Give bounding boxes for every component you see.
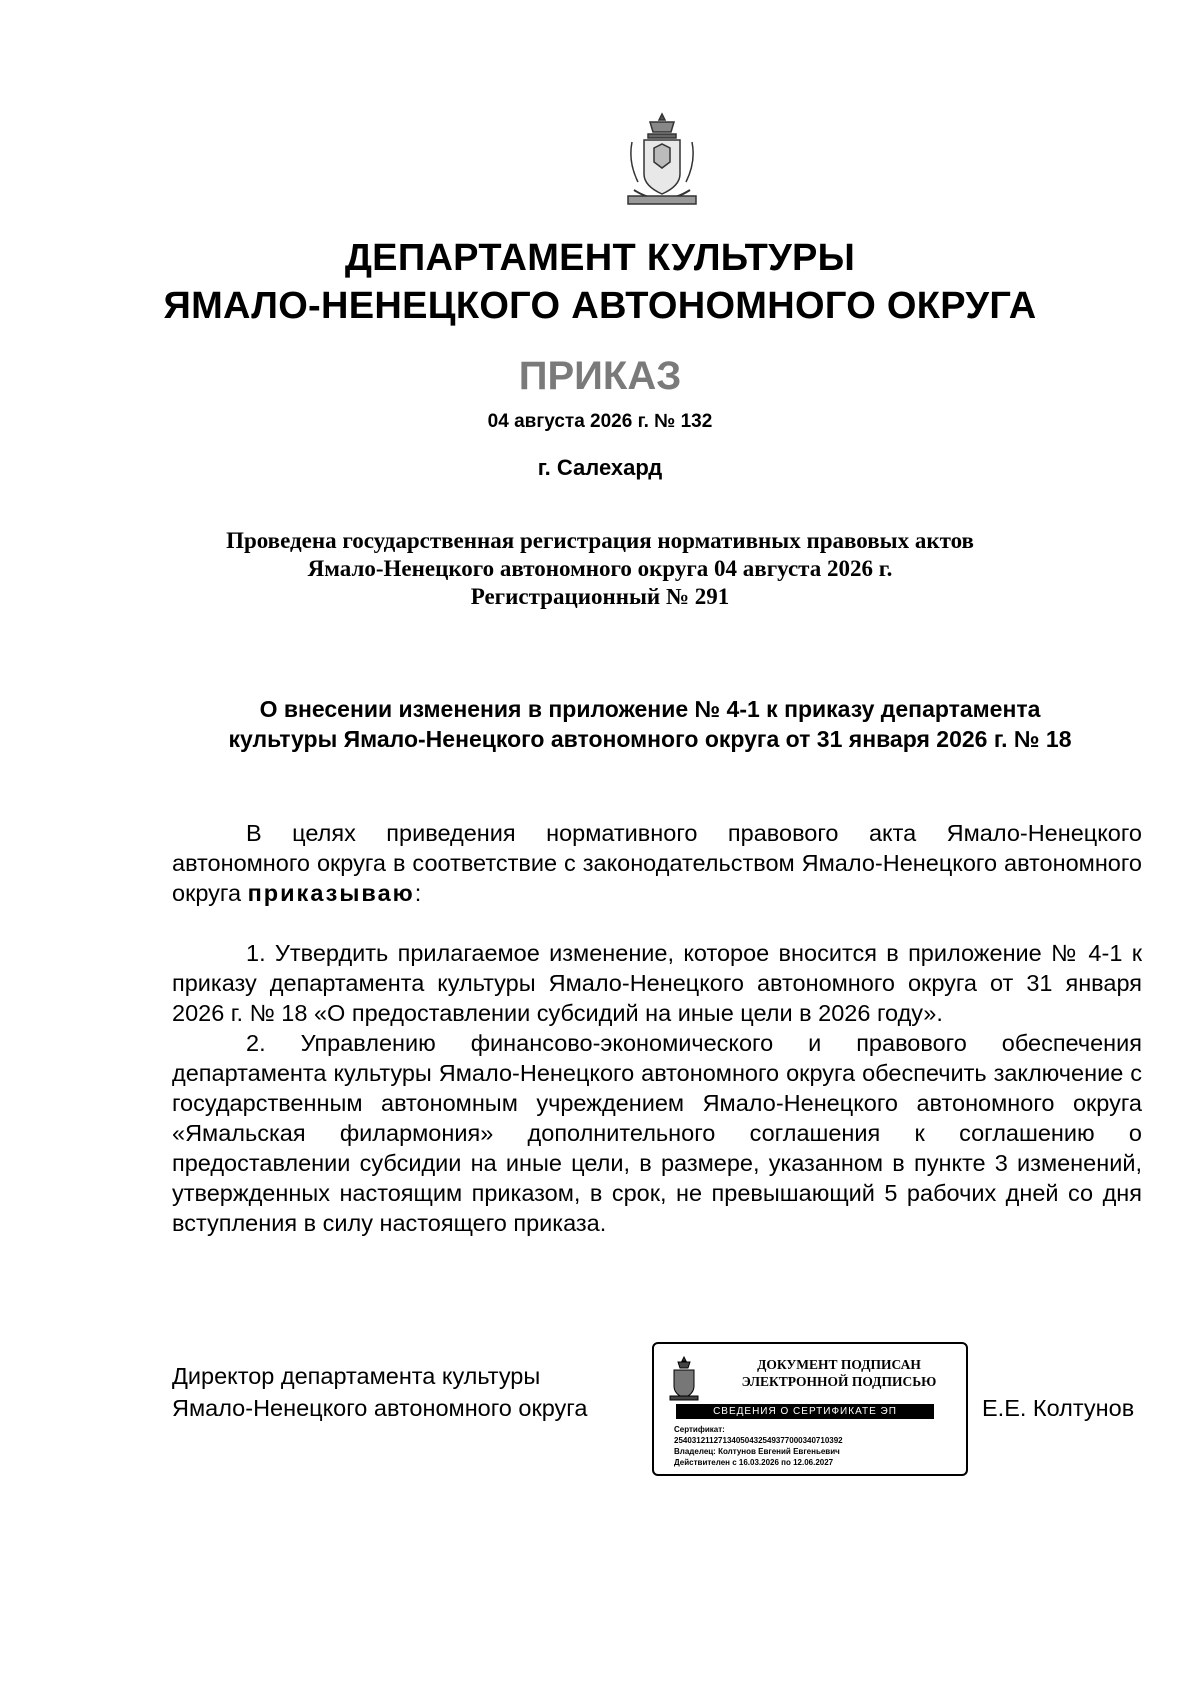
document-type: ПРИКАЗ: [518, 354, 682, 398]
stamp-certificate-details: [674, 1424, 843, 1468]
signer-position-line1: Директор департамента культуры: [172, 1363, 541, 1389]
stamp-validity: Действителен с 16.03.2026 по 12.06.2027: [674, 1458, 834, 1467]
signer-position-line2: Ямало-Ненецкого автономного округа: [172, 1395, 588, 1421]
registration-line1: Проведена государственная регистрация нормативных правовых актов: [226, 528, 974, 553]
preamble: [172, 818, 1142, 908]
department-title: [0, 234, 1200, 330]
preamble-text: В целях приведения нормативного правового акта Ямало-Ненецкого автономного округа в соответствие с законодательством Ямало-Ненецкого автономного округа: [172, 820, 1142, 906]
order-subject: [160, 694, 1140, 754]
department-title-line2: ЯМАЛО-НЕНЕЦКОГО АВТОНОМНОГО ОКРУГА: [163, 285, 1037, 327]
stamp-cert-label: Сертификат:: [674, 1425, 725, 1434]
stamp-owner: Владелец: Колтунов Евгений Евгеньевич: [674, 1447, 840, 1456]
stamp-coat-of-arms-icon: [668, 1356, 700, 1402]
subject-line2: культуры Ямало-Ненецкого автономного округа от 31 января 2026 г. № 18: [228, 726, 1072, 752]
stamp-title-line2: ЭЛЕКТРОННОЙ ПОДПИСЬЮ: [741, 1374, 937, 1389]
signer-name: Е.Е. Колтунов: [982, 1395, 1135, 1421]
registration-note: [0, 527, 1200, 611]
stamp-cert-number: 25403121127134050432549377000340710392: [674, 1436, 843, 1445]
stamp-title-line1: ДОКУМЕНТ ПОДПИСАН: [757, 1357, 921, 1372]
registration-line3: Регистрационный № 291: [470, 584, 730, 609]
preamble-emphasis: приказываю: [247, 880, 415, 906]
order-city: г. Салехард: [537, 455, 663, 480]
preamble-paragraph: [172, 818, 1142, 908]
signer-position: [172, 1360, 587, 1424]
stamp-certificate-header: СВЕДЕНИЯ О СЕРТИФИКАТЕ ЭП: [676, 1404, 934, 1419]
subject-line1: О внесении изменения в приложение № 4-1 к приказу департамента: [259, 696, 1041, 722]
registration-line2: Ямало-Ненецкого автономного округа 04 августа 2026 г.: [307, 556, 893, 581]
preamble-tail: :: [414, 880, 422, 906]
order-item-2: 2. Управлению финансово-экономического и правового обеспечения департамента культуры Ямало-Ненецкого автономного округа обеспечить заключение с государственным автономным учреждением Ямало-Ненецкого автономного округа «Ямальская филармония» дополнительного соглашения к соглашению о предоставлении субсидии на иные цели, в размере, указанном в пункте 3 изменений, утвержденных настоящим приказом, в срок, не превышающий 5 рабочих дней со дня вступления в силу настоящего приказа.: [172, 1030, 1142, 1236]
electronic-signature-stamp: [652, 1342, 968, 1476]
coat-of-arms-icon: [624, 112, 700, 212]
order-items: [172, 938, 1142, 1238]
department-title-line1: ДЕПАРТАМЕНТ КУЛЬТУРЫ: [344, 237, 856, 279]
order-item-1: 1. Утвердить прилагаемое изменение, которое вносится в приложение № 4-1 к приказу департамента культуры Ямало-Ненецкого автономного округа от 31 января 2026 г. № 18 «О предоставлении субсидий на иные цели в 2026 году».: [172, 940, 1142, 1026]
stamp-title: [714, 1356, 964, 1390]
order-date-number: 04 августа 2026 г. № 132: [487, 411, 713, 432]
